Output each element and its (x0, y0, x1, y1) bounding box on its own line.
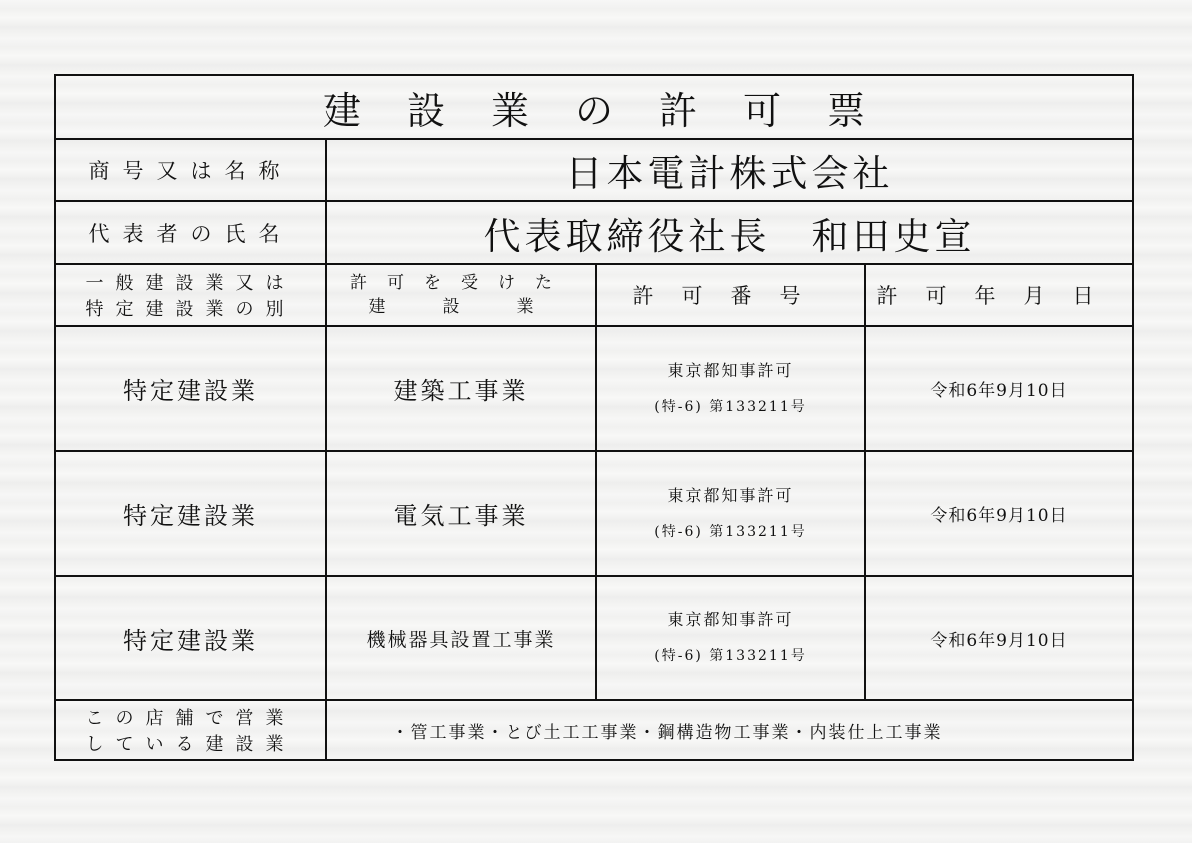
business-header-line2: 建 設 業 (368, 297, 554, 317)
row-permit-date: 令和6年9月10日 (930, 630, 1068, 651)
store-businesses-value: ・管工事業・とび土工工事業・鋼構造物工事業・内装仕上工事業 (391, 722, 943, 743)
row-permit-number (597, 452, 864, 575)
permit-number: (特-6) 第133211号 (654, 648, 807, 664)
permit-authority: 東京都知事許可 (667, 485, 794, 505)
business-header (327, 265, 595, 325)
store-businesses-label (56, 701, 325, 759)
construction-permit-sign (54, 74, 1134, 761)
permit-date-header: 許可年月日 (876, 284, 1122, 308)
row-permit-date: 令和6年9月10日 (930, 506, 1068, 526)
category-header (56, 265, 325, 325)
row-category: 特定建設業 (123, 626, 258, 655)
permit-number-header: 許可番号 (632, 284, 829, 308)
trade-name-value: 日本電計株式会社 (565, 152, 894, 195)
row-category: 特定建設業 (123, 502, 258, 530)
category-header-line2: 特定建設業の別 (85, 299, 296, 320)
row-business: 建築工事業 (393, 377, 529, 405)
permit-authority: 東京都知事許可 (667, 360, 794, 380)
row-business: 機械器具設置工事業 (366, 628, 556, 651)
store-label-line1: この店舗で営業 (85, 708, 296, 729)
trade-name-label: 商号又は名称 (88, 159, 293, 183)
row-permit-number (597, 327, 864, 450)
representative-value: 代表取締役社長 和田史宣 (483, 214, 976, 258)
category-header-line1: 一般建設業又は (85, 273, 296, 294)
permit-number: (特-6) 第133211号 (654, 523, 807, 540)
permit-authority: 東京都知事許可 (667, 610, 794, 629)
row-business: 電気工事業 (393, 502, 529, 530)
row-category: 特定建設業 (123, 377, 258, 405)
business-header-line1: 許可を受けた (350, 273, 572, 293)
permit-number: (特-6) 第133211号 (654, 398, 807, 415)
sign-title: 建設業の許可票 (322, 88, 911, 133)
row-permit-date: 令和6年9月10日 (930, 381, 1068, 401)
representative-label: 代表者の氏名 (88, 221, 293, 246)
store-label-line2: している建設業 (85, 734, 296, 755)
row-permit-number (597, 577, 864, 699)
